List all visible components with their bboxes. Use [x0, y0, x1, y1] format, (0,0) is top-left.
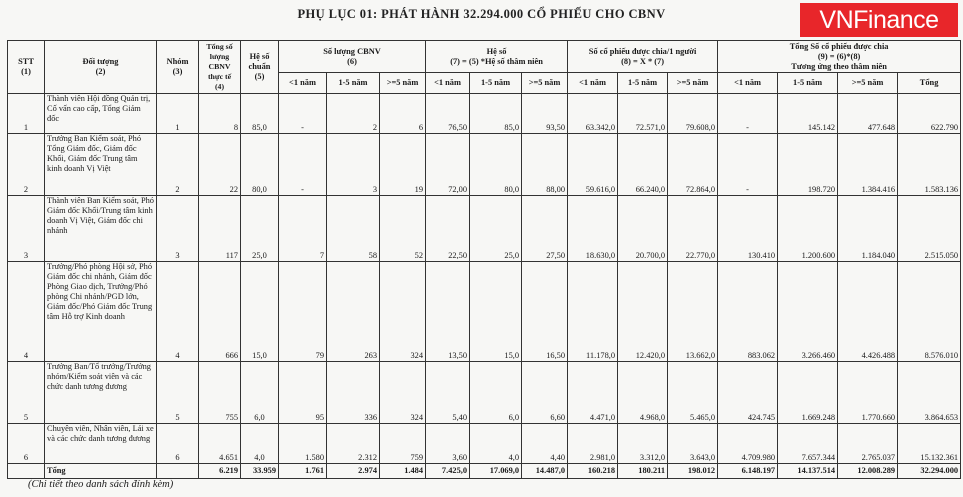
header-stt-label: STT [18, 57, 34, 66]
total-hs-lt1: 7.425,0 [426, 464, 470, 479]
cell-t-15: 1.669.248 [778, 362, 838, 424]
total-tong-sl: 6.219 [199, 464, 241, 479]
cell-doi-tuong: Chuyên viên, Nhân viên, Lái xe và các chức danh tương đương [45, 424, 157, 464]
table-row [8, 362, 961, 424]
cell-cp-15: 66.240,0 [618, 134, 668, 196]
cell-tong-sl: 22 [199, 134, 241, 196]
table-row [8, 262, 961, 362]
cell-nhom: 2 [157, 134, 199, 196]
cell-he-so-chuan: 25,0 [241, 196, 279, 262]
cell-stt: 5 [8, 362, 45, 424]
total-cp-15: 180.211 [618, 464, 668, 479]
cell-nhom: 6 [157, 424, 199, 464]
header-tong-sl-label: Tổng số lượng CBNV thực tế [206, 42, 233, 81]
total-sl-ge5: 1.484 [380, 464, 426, 479]
cell-he-so-chuan: 85,0 [241, 94, 279, 134]
cell-stt: 2 [8, 134, 45, 196]
cell-cp-ge5: 22.770,0 [668, 196, 718, 262]
cell-hs-ge5: 27,50 [522, 196, 568, 262]
header-nhom-label: Nhóm [166, 57, 189, 66]
cell-doi-tuong: Thành viên Hội đồng Quản trị, Cố vấn cao cấp, Tổng Giám đốc [45, 94, 157, 134]
cell-tong-sl: 666 [199, 262, 241, 362]
cell-cp-lt1: 2.981,0 [568, 424, 618, 464]
cell-sl-ge5: 324 [380, 262, 426, 362]
header-stt-sub: (1) [21, 67, 31, 76]
header-doi-tuong-label: Đối tượng [82, 57, 119, 66]
header-doi-tuong [45, 41, 157, 94]
header-stt [8, 41, 45, 94]
header-he-so [426, 41, 568, 73]
cell-sl-15: 3 [327, 134, 380, 196]
cell-nhom [157, 464, 199, 479]
total-label: Tổng [45, 464, 157, 479]
cell-t-tong: 1.583.136 [898, 134, 961, 196]
total-sl-15: 2.974 [327, 464, 380, 479]
cell-sl-lt1: - [279, 94, 327, 134]
cell-hs-ge5: 93,50 [522, 94, 568, 134]
cell-t-tong: 15.132.361 [898, 424, 961, 464]
cell-stt: 1 [8, 94, 45, 134]
cell-tong-sl: 4.651 [199, 424, 241, 464]
cell-sl-ge5: 324 [380, 362, 426, 424]
cell-cp-lt1: 59.616,0 [568, 134, 618, 196]
cell-doi-tuong: Trưởng Ban/Tổ trưởng/Trưởng nhóm/Kiểm soát viên và các chức danh tương đương [45, 362, 157, 424]
cell-doi-tuong: Thành viên Ban Kiểm soát, Phó Giám đốc Khối/Trung tâm kinh doanh Vị Việt, Giám đốc chi nhánh [45, 196, 157, 262]
cell-he-so-chuan: 15,0 [241, 262, 279, 362]
total-t-tong: 32.294.000 [898, 464, 961, 479]
cell-doi-tuong: Trưởng Ban Kiểm soát, Phó Tổng Giám đốc, Giám đốc Khối, Giám đốc Trung tâm kinh doanh Vị Việt [45, 134, 157, 196]
cell-t-lt1: 130.410 [718, 196, 778, 262]
table-row [8, 196, 961, 262]
cell-nhom: 4 [157, 262, 199, 362]
cell-t-lt1: 4.709.980 [718, 424, 778, 464]
cell-hs-15: 80,0 [470, 134, 522, 196]
cell-hs-15: 6,0 [470, 362, 522, 424]
footnote: (Chi tiết theo danh sách đính kèm) [28, 479, 174, 490]
cell-cp-ge5: 3.643,0 [668, 424, 718, 464]
cell-hs-lt1: 72,00 [426, 134, 470, 196]
header-doi-tuong-sub: (2) [95, 67, 106, 76]
header-so-luong [279, 41, 426, 73]
cell-t-lt1: - [718, 134, 778, 196]
cell-doi-tuong: Trưởng/Phó phòng Hội sở, Phó Giám đốc chi nhánh, Giám đốc Phòng Giao dịch, Trưởng/Phó phòng Chi nhánh/PGD lớn, Giám đốc/Phó Giám đốc Trung tâm Hỗ trợ Kinh doanh [45, 262, 157, 362]
cell-t-ge5: 1.770.660 [838, 362, 898, 424]
cell-hs-lt1: 76,50 [426, 94, 470, 134]
cell-sl-lt1: 1.580 [279, 424, 327, 464]
cell-he-so-chuan: 4,0 [241, 424, 279, 464]
cell-t-tong: 8.576.010 [898, 262, 961, 362]
cell-hs-ge5: 88,00 [522, 134, 568, 196]
total-cp-ge5: 198.012 [668, 464, 718, 479]
header-he-so-label: Hệ số [486, 46, 507, 56]
cell-t-ge5: 1.184.040 [838, 196, 898, 262]
header-sl-ge5: >=5 năm [380, 73, 426, 94]
cell-sl-lt1: 7 [279, 196, 327, 262]
header-tong-sl [199, 41, 241, 94]
cell-hs-15: 25,0 [470, 196, 522, 262]
header-he-so-chuan-sub: (5) [254, 72, 265, 81]
cell-nhom: 1 [157, 94, 199, 134]
cell-sl-ge5: 52 [380, 196, 426, 262]
cell-tong-sl: 755 [199, 362, 241, 424]
table-row [8, 94, 961, 134]
cell-t-ge5: 477.648 [838, 94, 898, 134]
header-cp-ge5: >=5 năm [668, 73, 718, 94]
cell-cp-15: 20.700,0 [618, 196, 668, 262]
cell-sl-15: 336 [327, 362, 380, 424]
cell-cp-ge5: 13.662,0 [668, 262, 718, 362]
cell-t-lt1: - [718, 94, 778, 134]
header-t-lt1: <1 năm [718, 73, 778, 94]
header-he-so-sub: (7) = (5) *Hệ số thâm niên [450, 56, 543, 66]
cell-cp-15: 72.571,0 [618, 94, 668, 134]
cell-hs-ge5: 16,50 [522, 262, 568, 362]
cell-cp-lt1: 63.342,0 [568, 94, 618, 134]
total-he-so-chuan: 33.959 [241, 464, 279, 479]
cell-cp-15: 12.420,0 [618, 262, 668, 362]
cell-cp-ge5: 5.465,0 [668, 362, 718, 424]
header-sl-lt1: <1 năm [279, 73, 327, 94]
header-so-luong-label: Số lượng CBNV [323, 46, 381, 56]
cell-hs-ge5: 4,40 [522, 424, 568, 464]
cell-stt: 6 [8, 424, 45, 464]
cell-tong-sl: 117 [199, 196, 241, 262]
header-he-so-chuan [241, 41, 279, 94]
cell-t-15: 7.657.344 [778, 424, 838, 464]
cell-sl-lt1: - [279, 134, 327, 196]
header-t-ge5: >=5 năm [838, 73, 898, 94]
header-hs-lt1: <1 năm [426, 73, 470, 94]
cell-stt: 3 [8, 196, 45, 262]
header-tong-cp-sub: (9) = (6)*(8) [817, 51, 861, 61]
cell-sl-15: 263 [327, 262, 380, 362]
total-hs-15: 17.069,0 [470, 464, 522, 479]
cell-t-tong: 622.790 [898, 94, 961, 134]
cell-t-15: 3.266.460 [778, 262, 838, 362]
cell-hs-lt1: 13,50 [426, 262, 470, 362]
total-t-lt1: 6.148.197 [718, 464, 778, 479]
vnfinance-logo: VNFinance [800, 3, 958, 37]
total-cp-lt1: 160.218 [568, 464, 618, 479]
header-hs-15: 1-5 năm [470, 73, 522, 94]
cell-sl-15: 58 [327, 196, 380, 262]
cell-sl-lt1: 95 [279, 362, 327, 424]
header-cp-15: 1-5 năm [618, 73, 668, 94]
cell-cp-ge5: 72.864,0 [668, 134, 718, 196]
cell-hs-15: 15,0 [470, 262, 522, 362]
cell-stt: 4 [8, 262, 45, 362]
total-t-ge5: 12.008.289 [838, 464, 898, 479]
cell-cp-15: 4.968,0 [618, 362, 668, 424]
header-he-so-chuan-label: Hệ số chuẩn [248, 52, 271, 71]
cell-tong-sl: 8 [199, 94, 241, 134]
cell-cp-lt1: 11.178,0 [568, 262, 618, 362]
header-tong-cp-label: Tổng Số cổ phiếu được chia [789, 41, 889, 51]
cell-t-tong: 3.864.653 [898, 362, 961, 424]
cell-cp-lt1: 4.471,0 [568, 362, 618, 424]
cell-sl-ge5: 19 [380, 134, 426, 196]
cell-t-15: 198.720 [778, 134, 838, 196]
cell-t-ge5: 2.765.037 [838, 424, 898, 464]
total-t-15: 14.137.514 [778, 464, 838, 479]
header-t-tong: Tổng [898, 73, 961, 94]
total-row [8, 464, 961, 479]
header-hs-ge5: >=5 năm [522, 73, 568, 94]
cell-hs-lt1: 22,50 [426, 196, 470, 262]
cell-sl-ge5: 759 [380, 424, 426, 464]
cell-sl-ge5: 6 [380, 94, 426, 134]
header-so-cp-label: Số cổ phiếu được chia/1 người [588, 46, 697, 56]
cell-t-ge5: 4.426.488 [838, 262, 898, 362]
allocation-table [7, 40, 961, 479]
total-sl-lt1: 1.761 [279, 464, 327, 479]
cell-hs-lt1: 5,40 [426, 362, 470, 424]
cell-cp-lt1: 18.630,0 [568, 196, 618, 262]
header-tong-cp-sub2: Tương ứng theo thâm niên [791, 61, 887, 71]
cell-cp-15: 3.312,0 [618, 424, 668, 464]
cell-t-lt1: 424.745 [718, 362, 778, 424]
total-hs-ge5: 14.487,0 [522, 464, 568, 479]
cell-nhom: 5 [157, 362, 199, 424]
header-t-15: 1-5 năm [778, 73, 838, 94]
header-tong-sl-sub: (4) [214, 82, 225, 91]
header-cp-lt1: <1 năm [568, 73, 618, 94]
cell-t-ge5: 1.384.416 [838, 134, 898, 196]
header-nhom [157, 41, 199, 94]
cell-sl-lt1: 79 [279, 262, 327, 362]
header-so-luong-sub: (6) [347, 56, 357, 66]
cell-hs-ge5: 6,60 [522, 362, 568, 424]
cell-sl-15: 2.312 [327, 424, 380, 464]
cell-cp-ge5: 79.608,0 [668, 94, 718, 134]
cell-t-15: 145.142 [778, 94, 838, 134]
cell-he-so-chuan: 80,0 [241, 134, 279, 196]
cell-t-15: 1.200.600 [778, 196, 838, 262]
header-nhom-sub: (3) [172, 67, 183, 76]
cell-he-so-chuan: 6,0 [241, 362, 279, 424]
cell-t-lt1: 883.062 [718, 262, 778, 362]
cell-hs-lt1: 3,60 [426, 424, 470, 464]
cell-hs-15: 85,0 [470, 94, 522, 134]
header-so-cp [568, 41, 718, 73]
cell-hs-15: 4,0 [470, 424, 522, 464]
page-title: PHỤ LỤC 01: PHÁT HÀNH 32.294.000 CỔ PHIẾU CHO CBNV [297, 7, 666, 21]
header-so-cp-sub: (8) = X * (7) [621, 56, 665, 66]
cell-nhom: 3 [157, 196, 199, 262]
header-tong-cp [718, 41, 961, 73]
cell-t-tong: 2.515.050 [898, 196, 961, 262]
header-sl-15: 1-5 năm [327, 73, 380, 94]
table-row [8, 424, 961, 464]
table-row [8, 134, 961, 196]
cell-sl-15: 2 [327, 94, 380, 134]
cell-stt [8, 464, 45, 479]
